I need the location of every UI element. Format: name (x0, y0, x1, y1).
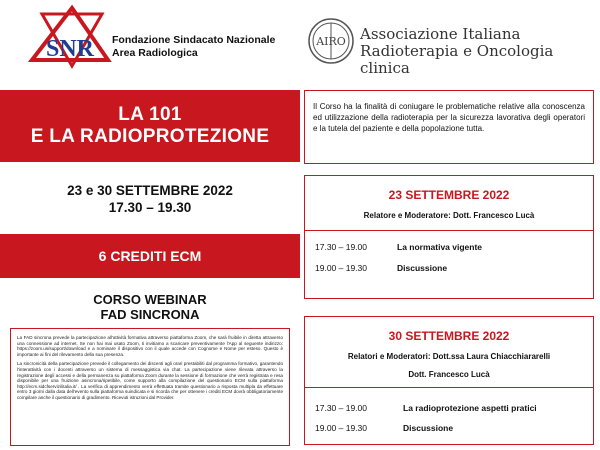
course-format (0, 292, 300, 322)
session-2-item (315, 423, 453, 433)
course-format-line1: CORSO WEBINAR (93, 292, 207, 307)
snr-org-line2: Area Radiologica (112, 47, 198, 59)
ecm-credits-label: 6 CREDITI ECM (98, 248, 202, 264)
session-1-speaker: Relatore e Moderatore: Dott. Francesco Lucà (363, 211, 535, 220)
session-2-date: 30 SETTEMBRE 2022 (388, 329, 510, 343)
course-intro-text: Il Corso ha la finalità di coniugare le problematiche relative alla conoscenza ed utilizzazione della radioterapia per la sicurezza lavorativa degli operatori e la tutela del paziente e della popolazione tutta. (313, 102, 585, 133)
session-2-box (304, 316, 594, 445)
ecm-credits-banner (0, 234, 300, 278)
session-2-item (315, 403, 537, 413)
svg-text:AIRO: AIRO (316, 35, 346, 48)
course-title-banner (0, 90, 300, 162)
session-2-item-topic: Discussione (403, 423, 454, 433)
course-format-line2: FAD SINCRONA (100, 307, 200, 322)
session-2-item-time: 19.00 – 19.30 (315, 423, 367, 433)
session-1-item-time: 17.30 – 19.00 (315, 242, 367, 252)
session-2-item-topic: La radioprotezione aspetti pratici (403, 403, 537, 413)
session-1-box (304, 175, 594, 299)
snr-logo (28, 4, 112, 80)
fad-info-paragraph-1: La FAD sincrona prevede la partecipazione all'attività formativa attraverso piattaforma Zoom, che sarà fruibile in diretta attraverso una connessione ad internet. Se non hai mai usato Zoom, ti invitiamo a scaricare preventivamente l'App al seguente indirizzo: https://zoom.us/support/download e a nominare il dispositivo con il quale accede con Cognome e Nome per esteso. Questo è importante ai fini del rilevamento della sua presenza. (17, 335, 283, 357)
course-title-line2: E LA RADIOPROTEZIONE (30, 126, 270, 147)
fad-info-paragraph-2: La sincronicità della partecipazione prevede il collegamento dei discenti agli orari prestabiliti dal programma formativo, garantendo l'interattività con i docenti attraverso un sistema di messaggistica via chat. La partecipazione viene rilevata attraverso la registrazione degli accessi e della permanenza su piattaforma Zoom durante la sessione di formazione che verrà registrata e resa disponibile per una fruizione asincrona/ripetibile, come supporto alla compilazione del questionario ECM sulla piattaforma http://ecm.sidcfservizi/italia.it/ . La verifica di apprendimento verrà effettuata tramite questionario a risposta multipla da effettuare entro 3 giorni dalla data dell'evento sulla piattaforma suindicata e si ricorda che per ottenere i crediti ECM dovrà obbligatoriamente compilare anche il questionario di gradimento. Ricevuti istruzioni dal Provider. (17, 361, 283, 400)
session-2-speaker-line2: Dott. Francesco Lucà (408, 370, 490, 379)
snr-org-name (112, 34, 275, 60)
airo-logo (306, 16, 356, 66)
airo-org-line1: Associazione Italiana (360, 25, 521, 43)
course-dates (0, 182, 300, 216)
session-1-item-topic: Discussione (397, 263, 448, 273)
session-2-divider (305, 387, 593, 388)
svg-text:SNR: SNR (45, 36, 95, 62)
course-dates-line1: 23 e 30 SETTEMBRE 2022 (67, 183, 233, 198)
course-intro-box (304, 90, 594, 164)
fad-info-box (10, 328, 290, 446)
course-title-line1: LA 101 (118, 104, 182, 125)
course-hours: 17.30 – 19.30 (108, 200, 192, 215)
airo-org-name (360, 26, 600, 77)
session-1-item (315, 242, 482, 252)
session-2-item-time: 17.30 – 19.00 (315, 403, 367, 413)
session-1-item (315, 263, 447, 273)
session-2-speaker-line1: Relatori e Moderatori: Dott.ssa Laura Chiacchiararelli (347, 352, 551, 361)
session-1-item-time: 19.00 – 19.30 (315, 263, 367, 273)
session-1-item-topic: La normativa vigente (397, 242, 483, 252)
snr-org-line1: Fondazione Sindacato Nazionale (112, 34, 276, 46)
session-1-divider (305, 230, 593, 231)
airo-org-line2: Radioterapia e Oncologia clinica (360, 42, 554, 77)
session-1-date: 23 SETTEMBRE 2022 (388, 188, 510, 202)
